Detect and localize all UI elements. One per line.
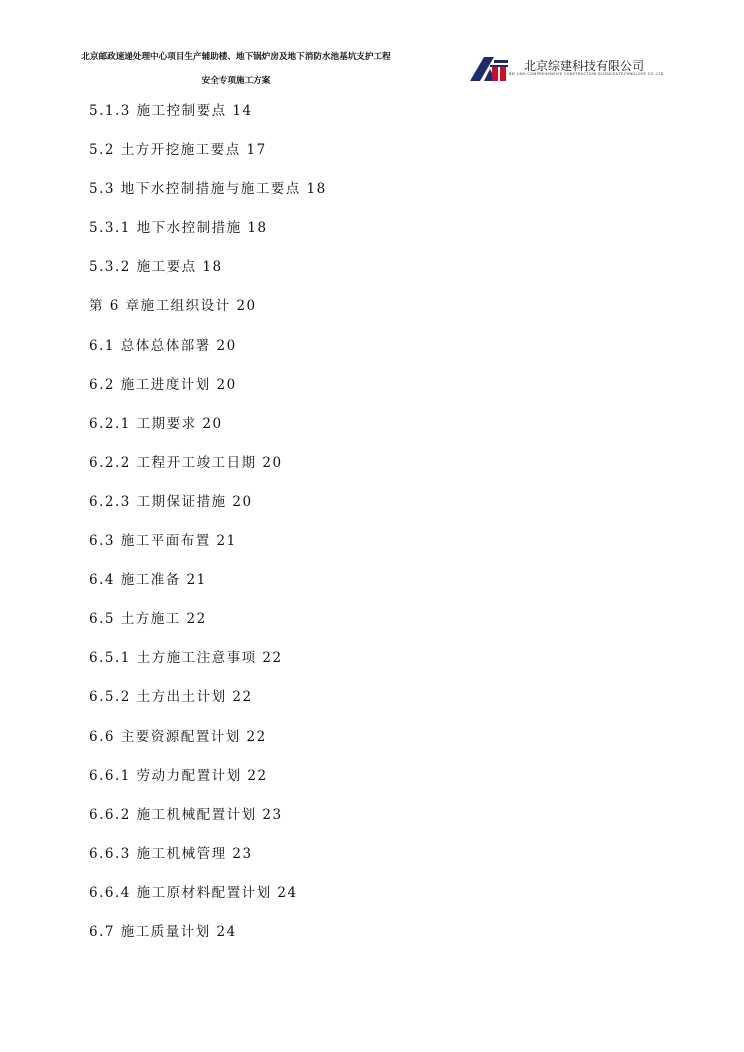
toc-entry-text: 6.5.1 土方施工注意事项 22	[89, 650, 283, 667]
toc-entry[interactable]	[89, 922, 327, 961]
toc-entry-text: 6.6 主要资源配置计划 22	[89, 728, 267, 745]
toc-entry-text: 6.2.3 工期保证措施 20	[89, 493, 253, 510]
toc-entry-text: 6.6.4 施工原材料配置计划 24	[89, 884, 298, 901]
company-name-english: BEI JING COMPREHENSIVE CONSTRUCTION SCIENCE&TECHNOLOGY CO.,LTD	[509, 72, 664, 76]
toc-entry-text: 5.3 地下水控制措施与施工要点 18	[89, 181, 327, 198]
toc-entry-text: 6.2.1 工期要求 20	[89, 415, 223, 432]
toc-entry-text: 6.4 施工准备 21	[89, 572, 207, 589]
toc-entry-text: 5.1.3 施工控制要点 14	[89, 103, 253, 119]
toc-entry-text: 6.6.3 施工机械管理 23	[89, 845, 253, 862]
toc-entry[interactable]	[89, 179, 327, 218]
company-logo-icon	[470, 57, 510, 81]
toc-entry[interactable]	[89, 883, 327, 922]
toc-entry-text: 6.3 施工平面布置 21	[89, 533, 237, 550]
toc-entry-text: 6.5 土方施工 22	[89, 611, 207, 628]
toc-entry[interactable]	[89, 727, 327, 766]
toc-entry-text: 5.3.2 施工要点 18	[89, 259, 223, 276]
toc-entry-text: 5.2 土方开挖施工要点 17	[89, 142, 267, 159]
toc-entry[interactable]	[89, 609, 327, 648]
toc-entry-text: 6.2 施工进度计划 20	[89, 376, 237, 393]
company-name: 北京综建科技有限公司	[524, 59, 645, 73]
toc-entry[interactable]	[89, 766, 327, 805]
table-of-contents	[89, 101, 327, 961]
toc-entry[interactable]	[89, 375, 327, 414]
toc-entry-text: 6.7 施工质量计划 24	[89, 923, 237, 940]
toc-entry-text: 6.1 总体总体部署 20	[89, 337, 237, 354]
toc-entry-text: 6.6.1 劳动力配置计划 22	[89, 767, 268, 784]
toc-entry[interactable]	[89, 570, 327, 609]
toc-entry[interactable]	[89, 101, 327, 140]
toc-entry[interactable]	[89, 844, 327, 883]
toc-entry[interactable]	[89, 805, 327, 844]
header-title-line1: 北京邮政速递处理中心项目生产辅助楼、地下锅炉房及地下消防水池基坑支护工程	[81, 52, 391, 62]
toc-entry[interactable]	[89, 453, 327, 492]
toc-entry[interactable]	[89, 140, 327, 179]
toc-entry-text: 5.3.1 地下水控制措施 18	[89, 220, 268, 237]
toc-entry[interactable]	[89, 414, 327, 453]
toc-entry-text: 6.6.2 施工机械配置计划 23	[89, 806, 283, 823]
toc-entry[interactable]	[89, 687, 327, 726]
toc-entry-text: 第 6 章施工组织设计 20	[89, 298, 257, 315]
header-title-line2: 安全专项施工方案	[201, 76, 271, 86]
toc-entry-text: 6.2.2 工程开工竣工日期 20	[89, 454, 283, 471]
toc-entry-text: 6.5.2 土方出土计划 22	[89, 689, 253, 706]
toc-entry[interactable]	[89, 531, 327, 570]
toc-entry[interactable]	[89, 257, 327, 296]
toc-entry[interactable]	[89, 336, 327, 375]
toc-entry[interactable]	[89, 218, 327, 257]
toc-entry[interactable]	[89, 492, 327, 531]
header-title	[60, 52, 412, 87]
toc-entry[interactable]	[89, 296, 327, 335]
toc-entry[interactable]	[89, 648, 327, 687]
